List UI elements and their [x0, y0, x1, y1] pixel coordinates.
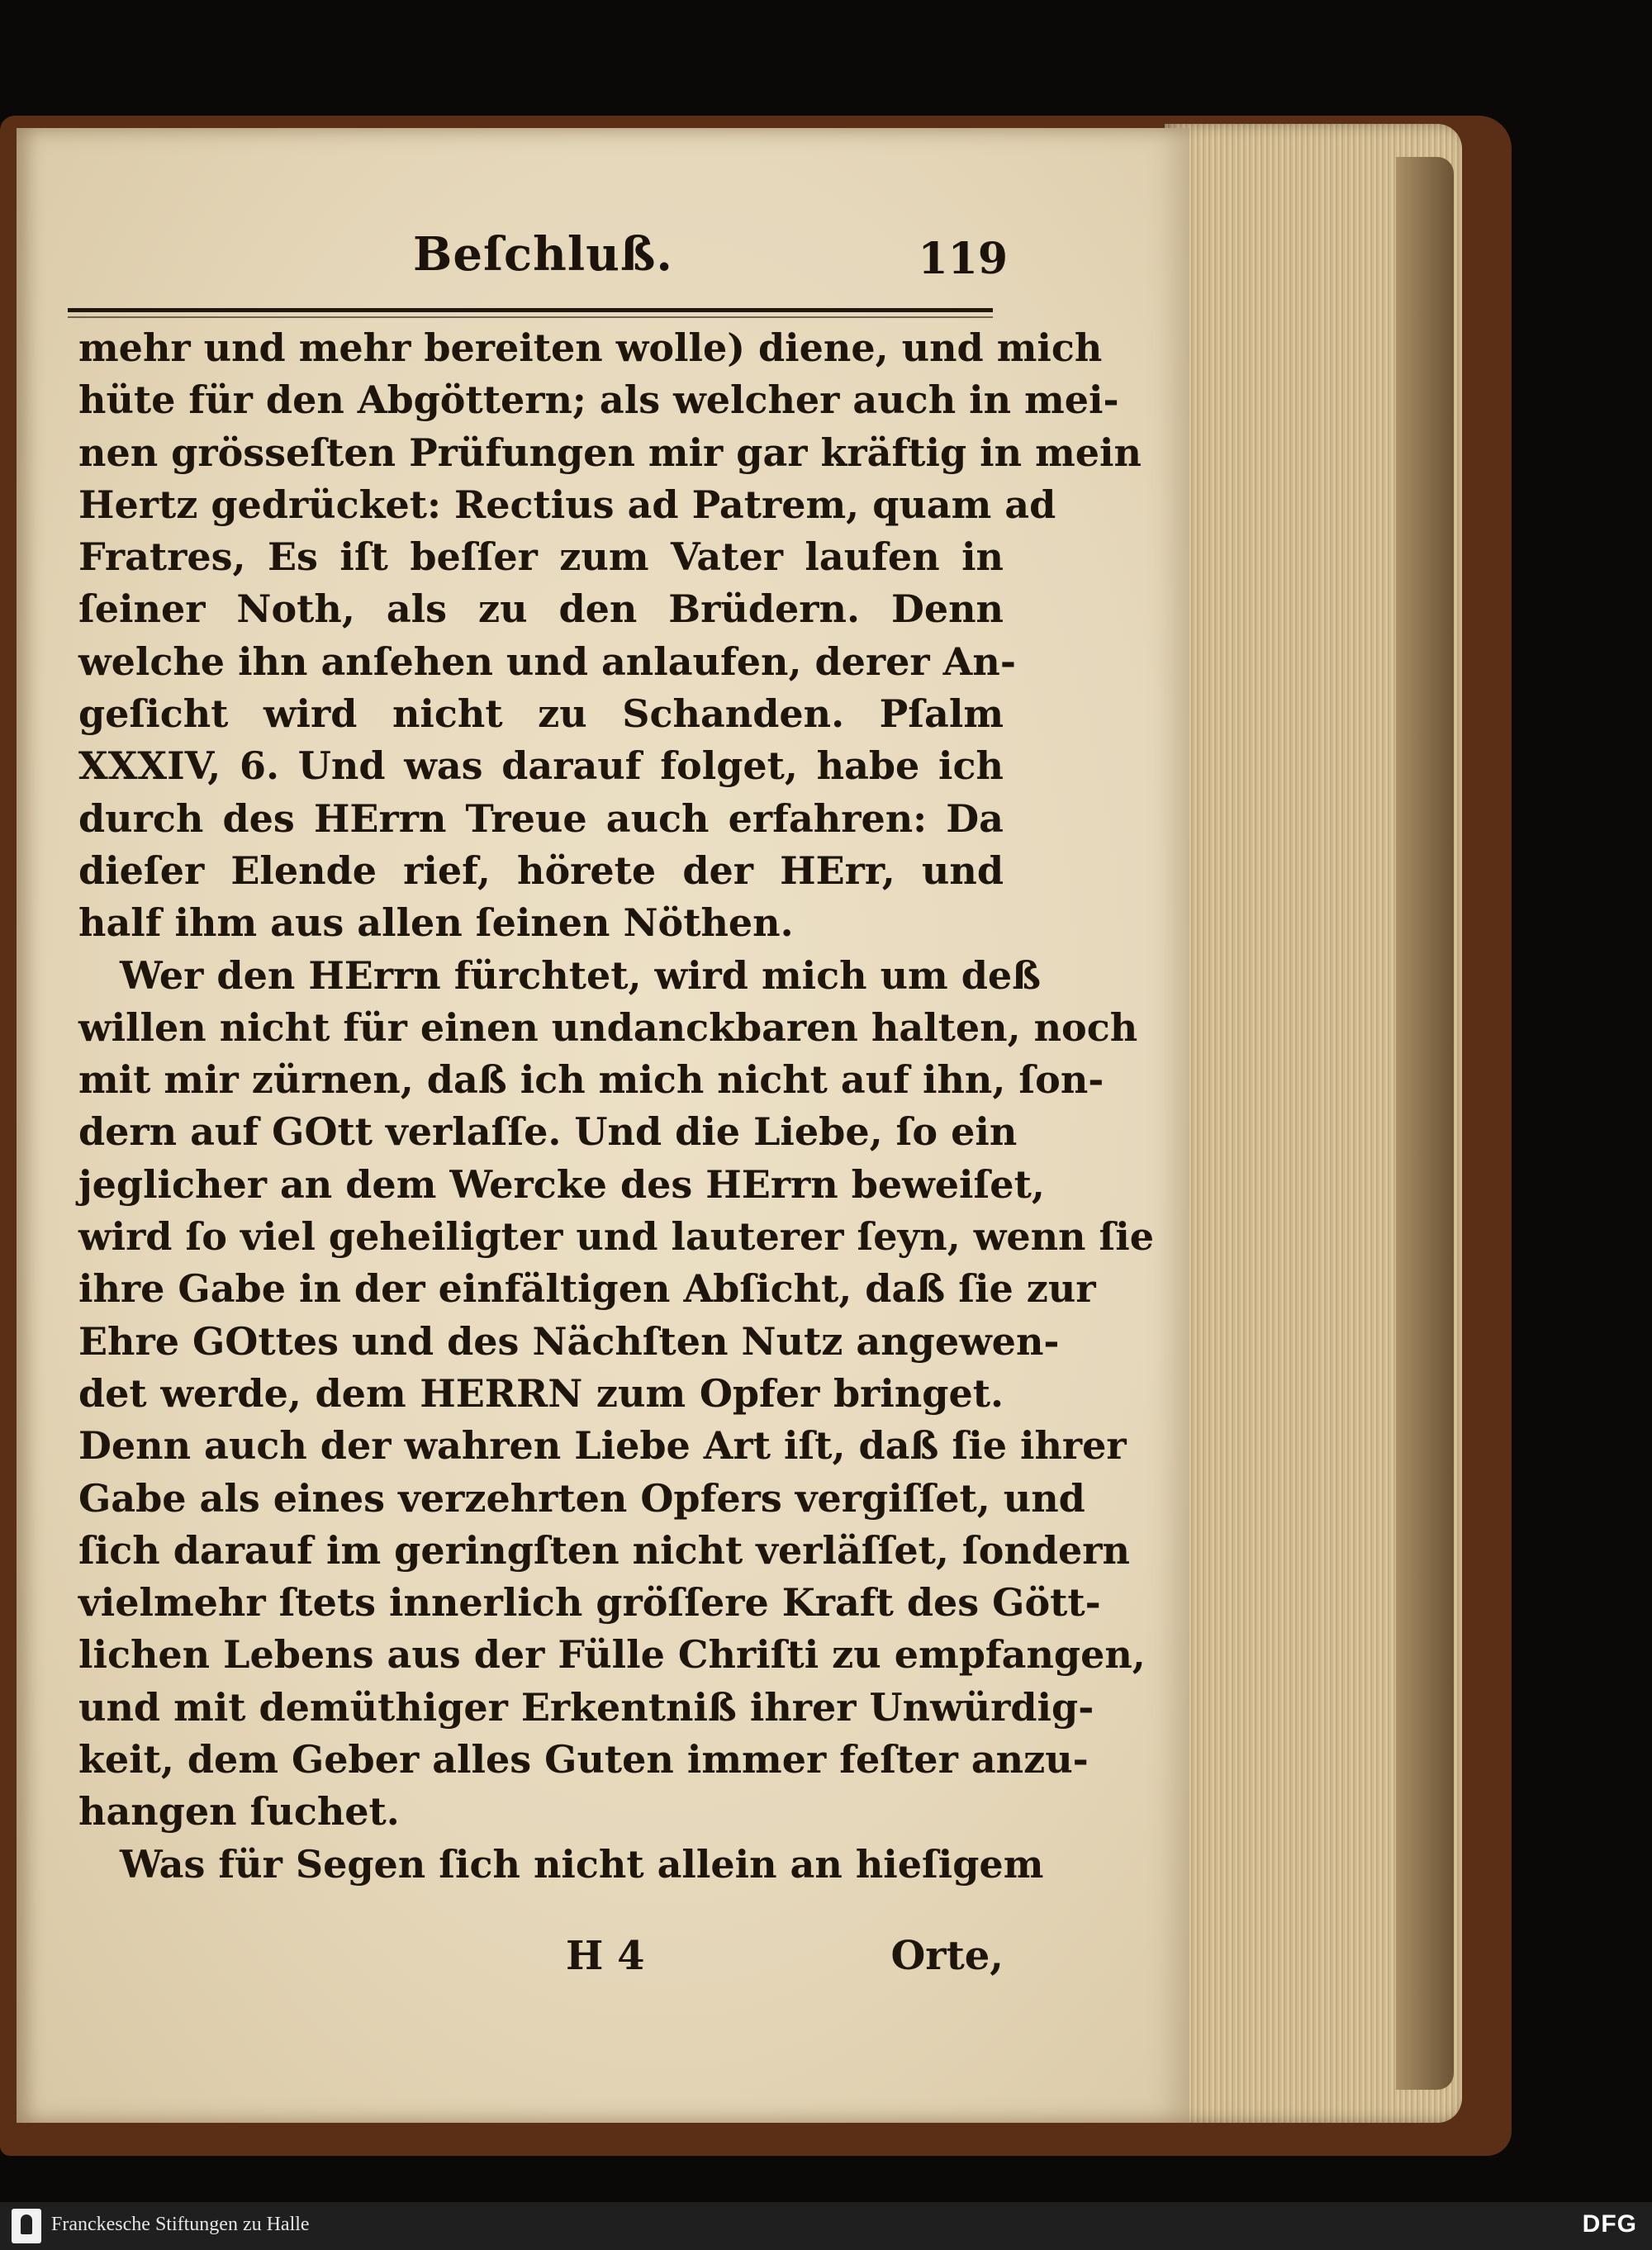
text-line: Fratres, Es iſt beſſer zum Vater laufen in [78, 534, 1004, 580]
catchword: Orte, [890, 1933, 1004, 1979]
text-line: XXXIV, 6. Und was darauf folget, habe ich [78, 743, 1004, 789]
text-line: dieſer Elende rief, hörete der HErr, und [78, 847, 1004, 893]
text-line: Ehre GOttes und des Nächſten Nutz angewen- [78, 1318, 1060, 1364]
credit-bar [0, 2202, 1652, 2250]
header-rule-thin [68, 316, 993, 318]
text-line: lichen Lebens aus der Fülle Chriſti zu empfangen, [78, 1632, 1146, 1678]
book-page [17, 128, 1189, 2123]
text-line: Gabe als eines verzehrten Opfers vergiſſet, und [78, 1475, 1085, 1521]
text-line: vielmehr ſtets innerlich gröſſere Kraft des Gött- [78, 1580, 1101, 1626]
text-line: willen nicht für einen undanckbaren halten, noch [78, 1004, 1138, 1050]
text-line: mit mir zürnen, daß ich mich nicht auf ihn, ſon- [78, 1057, 1104, 1103]
text-line: det werde, dem HERRN zum Opfer bringet. [78, 1370, 1004, 1416]
text-line: wird ſo viel geheiligter und lauterer ſeyn, wenn ſie [78, 1214, 1155, 1260]
page-header [413, 227, 1008, 310]
institution-logo-icon [12, 2209, 41, 2243]
text-line: mehr und mehr bereiten wolle) diene, und mich [78, 325, 1103, 370]
header-rule [68, 308, 993, 312]
dfg-badge: DFG [1582, 2210, 1637, 2238]
text-line: keit, dem Geber alles Guten immer feſter anzu- [78, 1737, 1089, 1782]
body-text [78, 322, 1155, 1891]
text-line: nen grösseſten Prüfungen mir gar kräftig in mein [78, 430, 1142, 475]
institution-name: Franckesche Stiftungen zu Halle [51, 2214, 310, 2235]
page-number: 119 [918, 234, 1008, 284]
text-line: ſich darauf im geringſten nicht verläſſet, ſondern [78, 1527, 1130, 1573]
text-line: Hertz gedrücket: Rectius ad Patrem, quam ad [78, 482, 1056, 527]
text-line: geſicht wird nicht zu Schanden. Pſalm [78, 691, 1004, 737]
running-head: Beſchluß. [413, 227, 673, 282]
text-line: Wer den HErrn fürchtet, wird mich um deß [120, 952, 1042, 998]
text-line: und mit demüthiger Erkentniß ihrer Unwürdig- [78, 1684, 1094, 1730]
signature-mark: H 4 [566, 1933, 645, 1979]
text-line: hüte für den Abgöttern; als welcher auch in mei- [78, 377, 1119, 423]
text-line: Denn auch der wahren Liebe Art iſt, daß ſie ihrer [78, 1423, 1127, 1469]
text-line: half ihm aus allen ſeinen Nöthen. [78, 900, 794, 946]
text-line: ihre Gabe in der einfältigen Abſicht, daß ſie zur [78, 1266, 1096, 1312]
page-footer [78, 1933, 1004, 1991]
text-line: durch des HErrn Treue auch erfahren: Da [78, 795, 1004, 841]
text-line: dern auf GOtt verlaſſe. Und die Liebe, ſo ein [78, 1109, 1018, 1155]
text-line: ſeiner Noth, als zu den Brüdern. Denn [78, 586, 1004, 632]
page-edges-shadow [1396, 157, 1454, 2090]
text-line: hangen ſuchet. [78, 1789, 400, 1835]
text-line: welche ihn anſehen und anlaufen, derer An- [78, 638, 1016, 684]
text-line: Was für Segen ſich nicht allein an hieſigem [120, 1841, 1044, 1887]
text-line: jeglicher an dem Wercke des HErrn beweiſet, [78, 1161, 1045, 1207]
